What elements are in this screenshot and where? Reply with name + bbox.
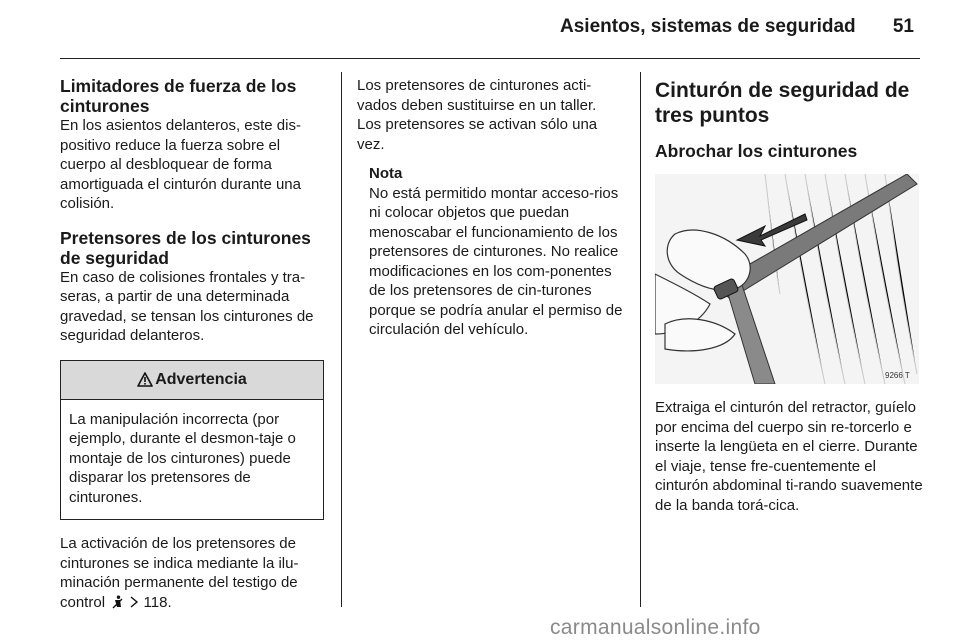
section-title-force-limiters: Limitadores de fuerza de los cinturones	[60, 76, 297, 116]
section-title-pretensioners: Pretensores de los cinturones de seguridad	[60, 227, 311, 268]
column-1	[60, 76, 326, 612]
page-reference-icon	[129, 596, 139, 608]
seatbelt-fastening-image	[655, 174, 919, 384]
subsection-title-fastening: Abrochar los cinturones	[655, 141, 858, 161]
header-divider	[60, 58, 920, 59]
warning-triangle-icon	[137, 372, 153, 387]
watermark: carmanualsonline.info	[550, 616, 761, 639]
warning-title: Advertencia	[155, 370, 247, 388]
warning-header	[61, 361, 323, 400]
fastening-instructions: Extraiga el cinturón del retractor, guíelo por encima del cuerpo sin re-torcerlo e inserte la lengüeta en el cierre. Durante el viaje, tense fre-cuentemente el cinturón abdominal ti-rando suavemente de la banda torá-cica.	[655, 399, 923, 514]
page-header-title: Asientos, sistemas de seguridad	[560, 16, 856, 37]
image-id-label: 9266 T	[885, 371, 910, 380]
page-number: 51	[892, 16, 914, 37]
paragraph-activation-text: La activación de los pretensores de cinturones se indica mediante la ilu-minación permanente del testigo de control	[60, 535, 299, 611]
paragraph-activation-ref: 118.	[143, 593, 172, 611]
note-title: Nota	[369, 165, 403, 182]
section-title-three-point-belt: Cinturón de seguridad de tres puntos	[655, 79, 910, 127]
column-divider-2	[640, 72, 641, 607]
warning-box	[60, 360, 324, 521]
paragraph-activation	[60, 534, 326, 612]
section-text-pretensioners: En caso de colisiones frontales y tra-seras, a partir de una determinada gravedad, se tensan los cinturones de seguridad delanteros.	[60, 268, 314, 344]
pretensioner-replacement-text: Los pretensores de cinturones acti-vados deben sustituirse en un taller. Los pretensores se activan sólo una vez.	[357, 77, 598, 153]
seatbelt-warning-icon	[112, 595, 123, 609]
section-text-force-limiters: En los asientos delanteros, este dis-positivo reduce la fuerza sobre el cuerpo al desbloquear de forma amortiguada el cinturón durante una colisión.	[60, 117, 301, 212]
warning-text: La manipulación incorrecta (por ejemplo, durante el desmon-taje o montaje de los cinturones) puede disparar los pretensores de cinturones.	[69, 410, 296, 506]
column-2	[357, 76, 623, 340]
seatbelt-illustration	[655, 174, 919, 384]
column-divider-1	[341, 72, 342, 607]
column-3	[655, 78, 923, 515]
note-block	[369, 164, 623, 340]
note-text: No está permitido montar acceso-rios ni colocar objetos que puedan menoscabar el funcionamiento de los pretensores de cinturones. No realice modificaciones en los com-ponentes de los pretensores de cin-turones porque se podría anular el permiso de circulación del vehículo.	[369, 184, 623, 338]
